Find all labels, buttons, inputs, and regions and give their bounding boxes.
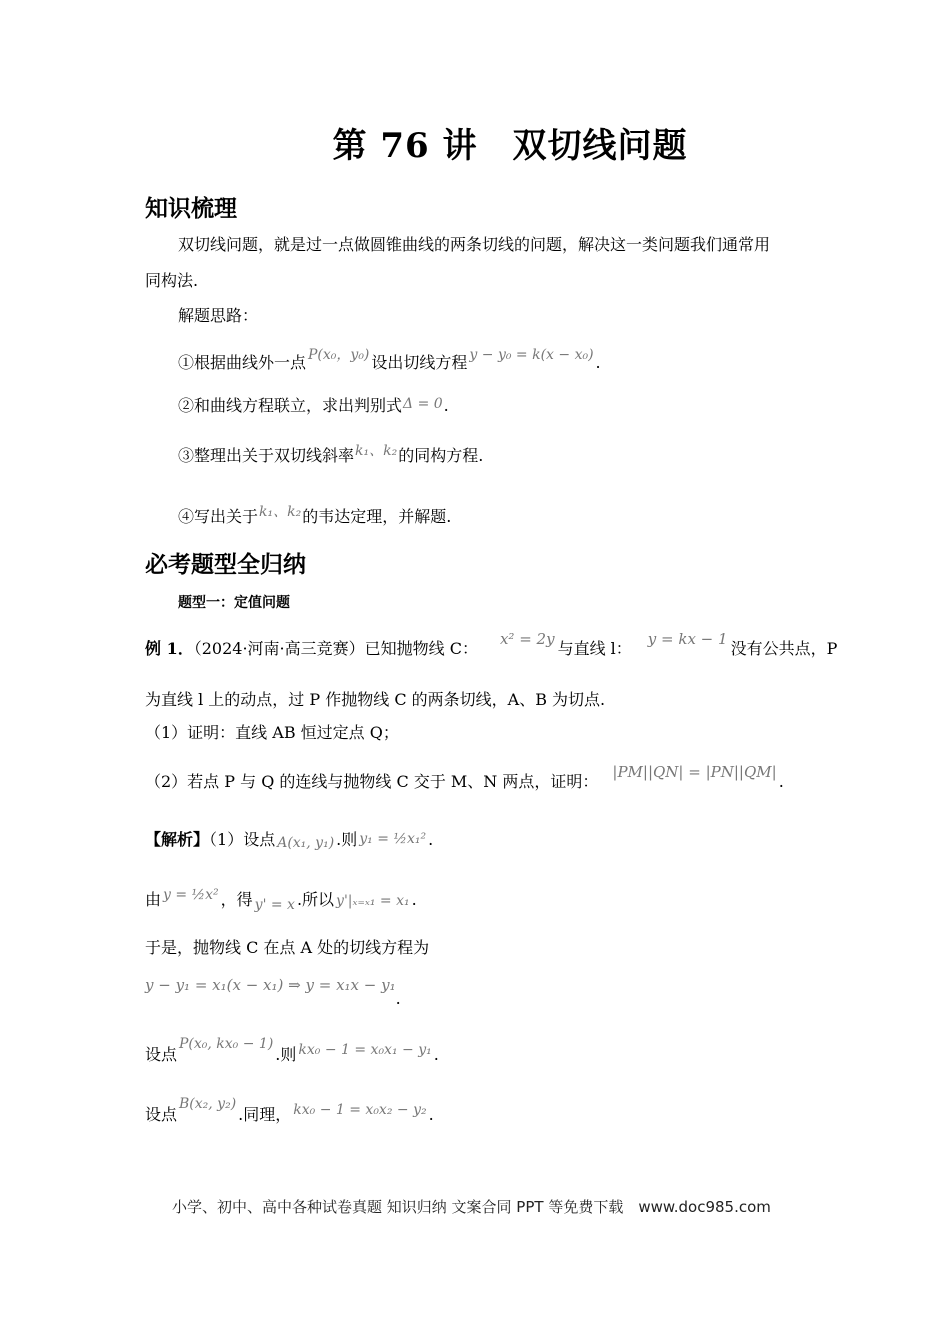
step-3 <box>178 445 483 468</box>
example-1-line-1 <box>145 630 838 660</box>
point-b: B(x₂, y₂) <box>179 1096 237 1112</box>
solution-2-end: . <box>411 890 417 909</box>
step-1-point-formula: P(x₀，y₀) <box>308 347 370 363</box>
parabola-function: y = ½x² <box>163 887 219 903</box>
question-2-text: （2）若点 P 与 Q 的连线与抛物线 C 交于 M、N 两点，证明： <box>145 772 599 791</box>
step-1 <box>178 347 601 375</box>
footer-text: 小学、初中、高中各种试卷真题 知识归纳 文案合同 PPT 等免费下载 www.doc985.com <box>172 1198 771 1216</box>
question-1: （1）证明：直线 AB 恒过定点 Q； <box>145 723 399 742</box>
solution-5-end: . <box>433 1045 439 1064</box>
solution-2-a: 由 <box>145 890 162 909</box>
point-p-relation: kx₀ − 1 = x₀x₁ − y₁ <box>298 1042 432 1058</box>
step-1-end: . <box>595 353 601 372</box>
parabola-equation: x² = 2y <box>499 630 555 648</box>
step-2-text: ②和曲线方程联立，求出判别式 <box>178 396 403 415</box>
question-2-end: . <box>778 772 784 791</box>
solution-line-4 <box>145 974 401 1008</box>
solution-5-b: .则 <box>275 1045 297 1064</box>
question-2 <box>145 763 784 793</box>
example-mid: 与直线 l： <box>557 639 632 658</box>
solution-2-c: .所以 <box>296 890 335 909</box>
solution-label: 【解析】 <box>145 830 210 849</box>
solution-line-1 <box>145 829 433 852</box>
solution-6-a: 设点 <box>145 1105 178 1124</box>
example-source: （2024·河南·高三竞赛）已知抛物线 C： <box>193 639 478 658</box>
step-4-slopes: k₁、k₂ <box>259 504 302 520</box>
step-2-discriminant: Δ = 0 <box>403 396 443 412</box>
solution-line-6 <box>145 1096 434 1127</box>
step-4-text: ④写出关于 <box>178 507 259 526</box>
example-label: 例 1． <box>145 639 194 658</box>
step-1-tangent-equation: y − y₀ = k(x − x₀) <box>469 347 594 363</box>
step-4-text-2: 的韦达定理，并解题. <box>302 507 452 526</box>
section-heading-question-types: 必考题型全归纳 <box>145 551 306 578</box>
solution-4-end: . <box>395 989 401 1008</box>
derivative: y' = x <box>254 897 295 913</box>
question-type-label: 题型一：定值问题 <box>178 595 290 611</box>
step-2 <box>178 395 449 418</box>
steps-label: 解题思路： <box>178 306 259 325</box>
step-4 <box>178 506 451 529</box>
solution-5-a: 设点 <box>145 1045 178 1064</box>
intro-line-2: 同构法. <box>145 271 199 290</box>
step-1-text-2: 设出切线方程 <box>371 353 468 372</box>
point-a-relation: y₁ = ½x₁² <box>359 831 427 847</box>
solution-1-end: . <box>428 830 434 849</box>
example-1-line-2: 为直线 l 上的动点，过 P 作抛物线 C 的两条切线，A、B 为切点. <box>145 690 606 709</box>
solution-6-b: .同理， <box>238 1105 292 1124</box>
solution-6-end: . <box>428 1105 434 1124</box>
step-1-text: ①根据曲线外一点 <box>178 353 307 372</box>
question-2-equation: |PM||QN| = |PN||QM| <box>612 763 777 781</box>
step-3-slopes: k₁、k₂ <box>355 443 398 459</box>
solution-1-text: （1）设点 <box>209 830 276 849</box>
step-2-end: . <box>443 396 449 415</box>
example-tail: 没有公共点，P <box>730 639 838 658</box>
tangent-line-equation: y − y₁ = x₁(x − x₁) ⇒ y = x₁x − y₁ <box>145 976 396 994</box>
point-a: A(x₁, y₁) <box>277 835 335 851</box>
solution-line-3: 于是，抛物线 C 在点 A 处的切线方程为 <box>145 938 430 957</box>
solution-1-text-2: .则 <box>336 830 358 849</box>
solution-line-5 <box>145 1036 439 1067</box>
point-p: P(x₀, kx₀ − 1) <box>179 1036 274 1052</box>
page-title: 第 76 讲 双切线问题 <box>332 126 688 166</box>
line-equation: y = kx − 1 <box>647 630 728 648</box>
point-b-relation: kx₀ − 1 = x₀x₂ − y₂ <box>293 1102 427 1118</box>
derivative-at-x1: y'|ₓ₌ₓ₁ = x₁ <box>336 893 410 909</box>
solution-2-b: ，得 <box>220 890 253 909</box>
section-heading-knowledge: 知识梳理 <box>145 195 237 222</box>
step-3-text: ③整理出关于双切线斜率 <box>178 446 355 465</box>
step-3-text-2: 的同构方程. <box>398 446 484 465</box>
intro-line-1: 双切线问题，就是过一点做圆锥曲线的两条切线的问题，解决这一类问题我们通常用 <box>178 235 771 254</box>
solution-line-2 <box>145 889 417 912</box>
